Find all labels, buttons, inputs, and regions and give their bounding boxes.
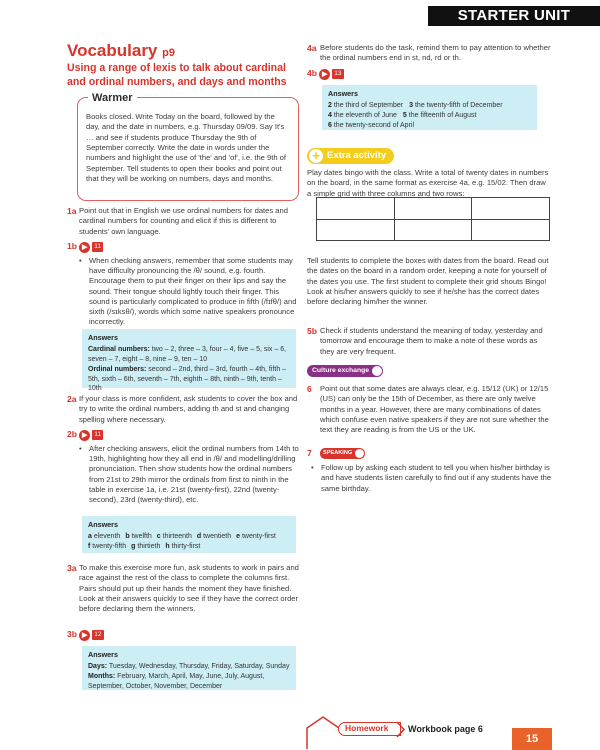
extra-activity-instructions: Tell students to complete the boxes with dates from the board. Read out the dates on the board in a random order, keeping a note for yourself of the dates you use. The first student to complete their grid shouts Bingo! Look at his/her answers quickly to see if he/she has the correct dates before declaring him/her the winner. (307, 256, 549, 307)
days-answers: Tuesday, Wednesday, Thursday, Friday, Saturday, Sunday (108, 662, 290, 670)
grid-cell (317, 219, 395, 241)
audio-icon[interactable]: ▶ (79, 430, 90, 441)
exercise-number: 6 (307, 384, 312, 394)
exercise-2b (67, 429, 299, 505)
grid-cell (317, 198, 395, 220)
months-label: Months: (88, 672, 116, 680)
exercise-number: 2a (67, 394, 77, 404)
warmer-label: Warmer (88, 91, 137, 106)
bullet-icon: • (79, 443, 82, 453)
exercise-text: Follow up by asking each student to tell you when his/her birthday is and have students listen carefully to find out if any students have the same birthday. (321, 463, 552, 493)
answer-item: b twelfth (125, 532, 152, 540)
exercise-number: 7 (307, 448, 312, 458)
track-number: 11 (94, 431, 102, 438)
answer-item: a eleventh (88, 532, 121, 540)
answers-box-3b (82, 646, 296, 690)
exercise-3b (67, 629, 104, 641)
workbook-page: Workbook page 6 (408, 724, 483, 734)
exercise-number: 1b (67, 241, 78, 251)
bullet-icon: • (311, 463, 314, 472)
audio-icon[interactable]: ▶ (79, 242, 90, 253)
ordinal-label: Ordinal numbers: (88, 365, 147, 373)
months-answers: February, March, April, May, June, July, August, September, October, November, December (88, 672, 265, 690)
warmer-box (77, 97, 299, 201)
exercise-text: Point out that in English we use ordinal numbers for dates and cardinal numbers for counting and elicit if this is different to students' own language. (79, 206, 288, 236)
exercise-number: 5b (307, 326, 318, 336)
bullet-icon: • (79, 255, 82, 265)
exercise-1b (67, 241, 299, 328)
exercise-text: Before students do the task, remind them to pay attention to whether the ordinal numbers end in st, nd, rd or th. (320, 43, 551, 63)
answer-item: c thirteenth (156, 532, 192, 540)
answers-box-2b (82, 516, 296, 553)
grid-cell (394, 219, 472, 241)
answers-title: Answers (88, 520, 118, 529)
audio-icon[interactable]: ▶ (319, 69, 330, 80)
answers-box-1b (82, 329, 296, 393)
exercise-4b (307, 68, 344, 80)
extra-activity-text: Play dates bingo with the class. Write a total of twenty dates in numbers on the board, in the same format as exercise 4a, e.g. 15/02. Then draw a simple grid with three columns and two rows: (307, 168, 549, 198)
track-number: 12 (94, 631, 102, 638)
answer-item: g thirtieth (131, 542, 161, 550)
answer-item: h thirty-first (165, 542, 201, 550)
days-label: Days: (88, 662, 108, 670)
answer-item: d twentieth (196, 532, 232, 540)
exercise-text: Check if students understand the meaning of today, yesterday and tomorrow and encourage them to make a note of these words as they are very frequent. (320, 326, 543, 356)
exercise-2a (67, 394, 299, 425)
exercise-7-number (307, 448, 312, 460)
exercise-number: 3a (67, 563, 77, 573)
exercise-6 (307, 384, 552, 436)
homework-label: Homework (338, 722, 401, 736)
track-number: 13 (334, 70, 342, 77)
culture-exchange-label: Culture exchange (312, 367, 370, 374)
grid-cell (472, 219, 550, 241)
bingo-grid (316, 197, 550, 241)
answer-item: e twenty-first (236, 532, 276, 540)
section-title-text: Vocabulary (67, 41, 158, 60)
exercise-5b (307, 326, 552, 357)
cardinal-answers: two – 2, three – 3, four – 4, five – 5, six – 6, seven – 7, eight – 8, nine – 9, ten – 10 (88, 345, 287, 363)
plus-icon: + (309, 149, 323, 163)
answer-item: 3 the twenty-fifth of December (409, 101, 503, 109)
answer-item: 5 the fifteenth of August (402, 111, 477, 119)
answers-box-4b (322, 85, 537, 130)
answers-title: Answers (328, 89, 358, 98)
exercise-number: 4b (307, 68, 318, 78)
speaking-label: SPEAKING (323, 450, 353, 456)
exercise-text: To make this exercise more fun, ask students to work in pairs and race against the rest of the class to complete the columns first. Pairs should put up their hands the moment they have finished. Look at their answers quickly to see if they have the correct order before declaring them the winners. (79, 563, 299, 614)
exercise-7 (307, 463, 552, 494)
answers-title: Answers (88, 333, 118, 342)
exercise-number: 4a (307, 43, 317, 53)
exercise-text: After checking answers, elicit the ordinal numbers from 14th to 19th, highlighting how they all end in /θ/ and modelling/drilling pronunciation. Then show students how the ordinal numbers from 21st to 29th mirror the ordinals from first to ninth in the table in exercise 1a, i.e. 21st (twenty-first), 22nd (twenty-second), 23rd (twenty-third), etc. (89, 443, 299, 505)
answer-item: 6 the twenty-second of April (328, 121, 415, 129)
globe-icon (372, 366, 382, 376)
extra-activity-badge (307, 148, 394, 164)
exercise-number: 2b (67, 429, 78, 439)
answer-item: 2 the third of September (328, 101, 404, 109)
culture-exchange-badge (307, 365, 383, 377)
exercise-3a (67, 563, 299, 615)
answer-item: f twenty-fifth (88, 542, 127, 550)
ordinal-answers: second – 2nd, third – 3rd, fourth – 4th, fifth – 5th, sixth – 6th, seventh – 7th, eighth – 8th, ninth – 9th, tenth – 10th (88, 365, 287, 393)
exercise-text: When checking answers, remember that some students may have difficulty pronouncing the /θ/ sound, e.g. fourth. Encourage them to put their finger on their lips and say the sound. Their tongue should lightly touch their finger. This sound is particularly complicated to produce in fifth (/fɪfθ/) and sixth (/sɪksθ/), words which some native speakers pronounce incorrectly. (89, 255, 297, 327)
section-subtitle: Using a range of lexis to talk about cardinal and ordinal numbers, and days and months (67, 62, 287, 88)
page-number: 15 (512, 728, 552, 750)
section-title (67, 40, 175, 63)
extra-activity-label: Extra activity (327, 150, 387, 161)
exercise-1a (67, 206, 299, 237)
answers-list (88, 532, 290, 552)
house-icon (306, 716, 340, 750)
answer-item: 4 the eleventh of June (328, 111, 397, 119)
exercise-text: Point out that some dates are always clear, e.g. 15/12 (UK) or 12/15 (US) can only be the 15th of December, as there are only twelve months in a year. However, there are many combinations of dates which confuse even native speakers if they are not sure whether the text they are reading is from the US or the UK. (320, 384, 549, 435)
unit-banner: STARTER UNIT (428, 6, 600, 26)
page-ref: p9 (162, 47, 175, 59)
arrow-icon (396, 721, 406, 738)
answers-title: Answers (88, 650, 118, 659)
cardinal-label: Cardinal numbers: (88, 345, 150, 353)
exercise-4a (307, 43, 552, 64)
track-number: 11 (94, 243, 102, 250)
exercise-number: 1a (67, 206, 77, 216)
grid-cell (472, 198, 550, 220)
answers-list (328, 101, 531, 131)
speaking-badge (320, 448, 365, 459)
exercise-text: If your class is more confident, ask students to cover the box and try to write the ordinal numbers, adding th and st and changing spelling where necessary. (79, 394, 298, 424)
grid-cell (394, 198, 472, 220)
exercise-number: 3b (67, 629, 78, 639)
speech-icon (355, 449, 364, 458)
audio-icon[interactable]: ▶ (79, 630, 90, 641)
warmer-text: Books closed. Write Today on the board, followed by the day, and the date in numbers, e.g. Thursday 09/09. Say It's … and see if students produce Thursday the 9th of September correctly. Write the date in words under the numbers and highlight the use of 'the' and 'of', i.e. the 9th of September. Tell students to open their books and point out that they will be working on numbers, days and months. (86, 112, 286, 183)
